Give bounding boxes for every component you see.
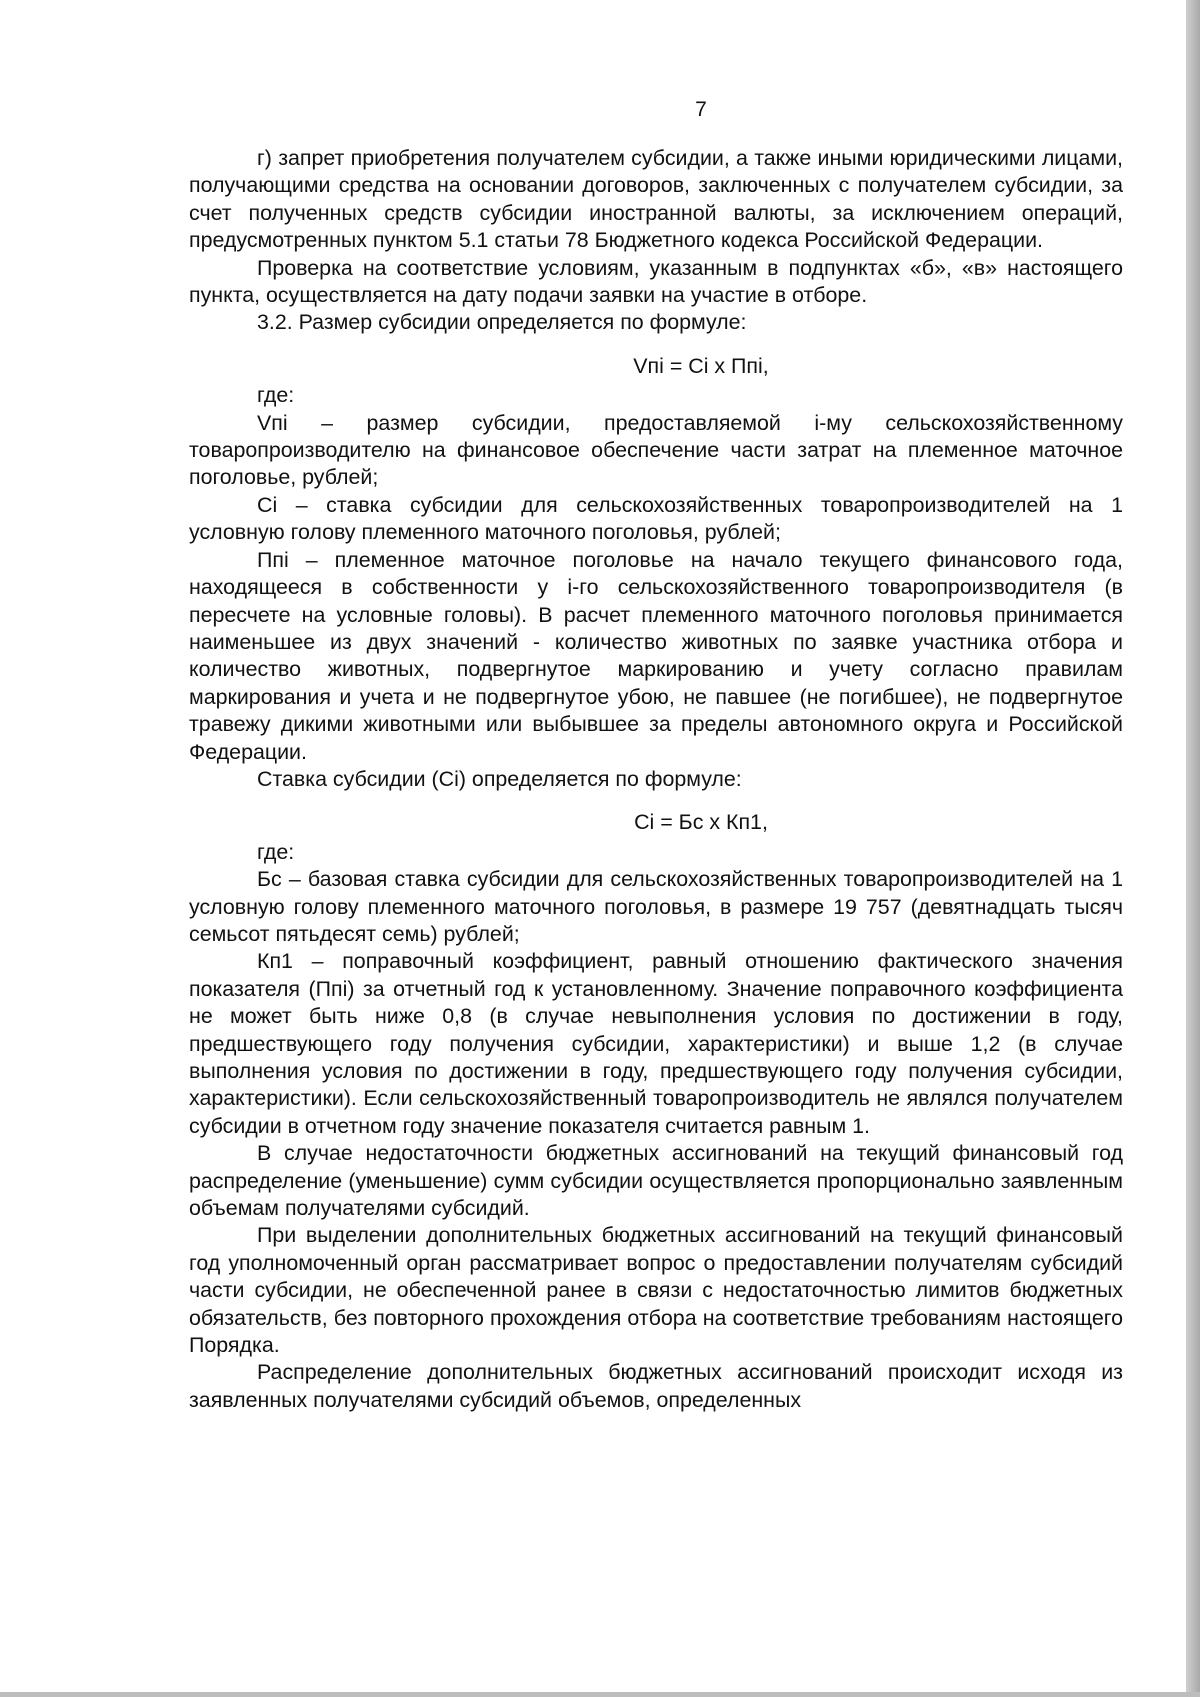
paragraph-rate-formula-intro: Ставка субсидии (Ci) определяется по формуле:	[257, 766, 742, 791]
where-label: где:	[257, 383, 295, 408]
scan-page-edge	[1186, 0, 1200, 1697]
formula-subsidy-size: Vпi = Ci x Ппi,	[633, 353, 769, 378]
definition-ci: Ci – ставка субсидии для сельскохозяйственных товаропроизводителей на 1 условную голову племенного маточного поголовья, рублей;	[189, 492, 1123, 545]
definition-bs: Бс – базовая ставка субсидии для сельскохозяйственных товаропроизводителей на 1 условную голову племенного маточного поголовья, в размере 19 757 (девятнадцать тысяч семьсот пятьдесят семь) рублей;	[189, 867, 1123, 946]
paragraph-prohibition: г) запрет приобретения получателем субсидии, а также иными юридическими лицами, получающими средства на основании договоров, заключенных с получателем субсидии, за счет полученных средств субсидии иностранной валюты, за исключением операций, предусмотренных пунктом 5.1 статьи 78 Бюджетного кодекса Российской Федерации.	[189, 146, 1123, 253]
document-page	[189, 96, 1123, 1414]
formula-subsidy-rate: Ci = Бс x Кп1,	[634, 810, 768, 835]
definition-vpi: Vпi – размер субсидии, предоставляемой i-му сельскохозяйственному товаропроизводителю на финансовое обеспечение части затрат на племенное маточное поголовье, рублей;	[189, 410, 1123, 490]
paragraph-verification: Проверка на соответствие условиям, указанным в подпунктах «б», «в» настоящего пункта, осуществляется на дату подачи заявки на участие в отборе.	[189, 255, 1123, 308]
definition-kp1: Кп1 – поправочный коэффициент, равный отношению фактического значения показателя (Ппi) за отчетный год к установленному. Значение поправочного коэффициента не может быть ниже 0,8 (в случае невыполнения условия по достижении в году, предшествующего году получения субсидии, характеристики) и выше 1,2 (в случае выполнения условия по достижении в году, предшествующего году получения субсидии, характеристики). Если сельскохозяйственный товаропроизводитель не являлся получателем субсидии в отчетном году значение показателя считается равным 1.	[189, 949, 1123, 1138]
where-label: где:	[257, 839, 295, 864]
scan-bottom-edge	[0, 1692, 1200, 1697]
definition-ppi: Ппi – племенное маточное поголовье на начало текущего финансового года, находящееся в собственности у i-го сельскохозяйственного товаропроизводителя (в пересчете на условные головы). В расчет племенного маточного поголовья принимается наименьшее из двух значений - количество животных по заявке участника отбора и количество животных, подвергнутое маркированию и учету согласно правилам маркирования и учета и не подвергнутое убою, не павшее (не погибшее), не подвергнутое травежу дикими животными или выбывшее за пределы автономного округа и Российской Федерации.	[189, 547, 1123, 764]
paragraph-3-2: 3.2. Размер субсидии определяется по формуле:	[257, 310, 747, 335]
page-number: 7	[695, 98, 707, 121]
paragraph-additional-allocations: При выделении дополнительных бюджетных ассигнований на текущий финансовый год уполномоченный орган рассматривает вопрос о предоставлении получателям субсидий части субсидии, не обеспеченной ранее в связи с недостаточностью лимитов бюджетных обязательств, без повторного прохождения отбора на соответствие требованиям настоящего Порядка.	[189, 1223, 1123, 1358]
paragraph-insufficiency: В случае недостаточности бюджетных ассигнований на текущий финансовый год распределение (уменьшение) сумм субсидии осуществляется пропорционально заявленным объемам получателями субсидий.	[189, 1141, 1123, 1221]
paragraph-distribution: Распределение дополнительных бюджетных ассигнований происходит исходя из заявленных получателями субсидий объемов, определенных	[189, 1360, 1123, 1412]
